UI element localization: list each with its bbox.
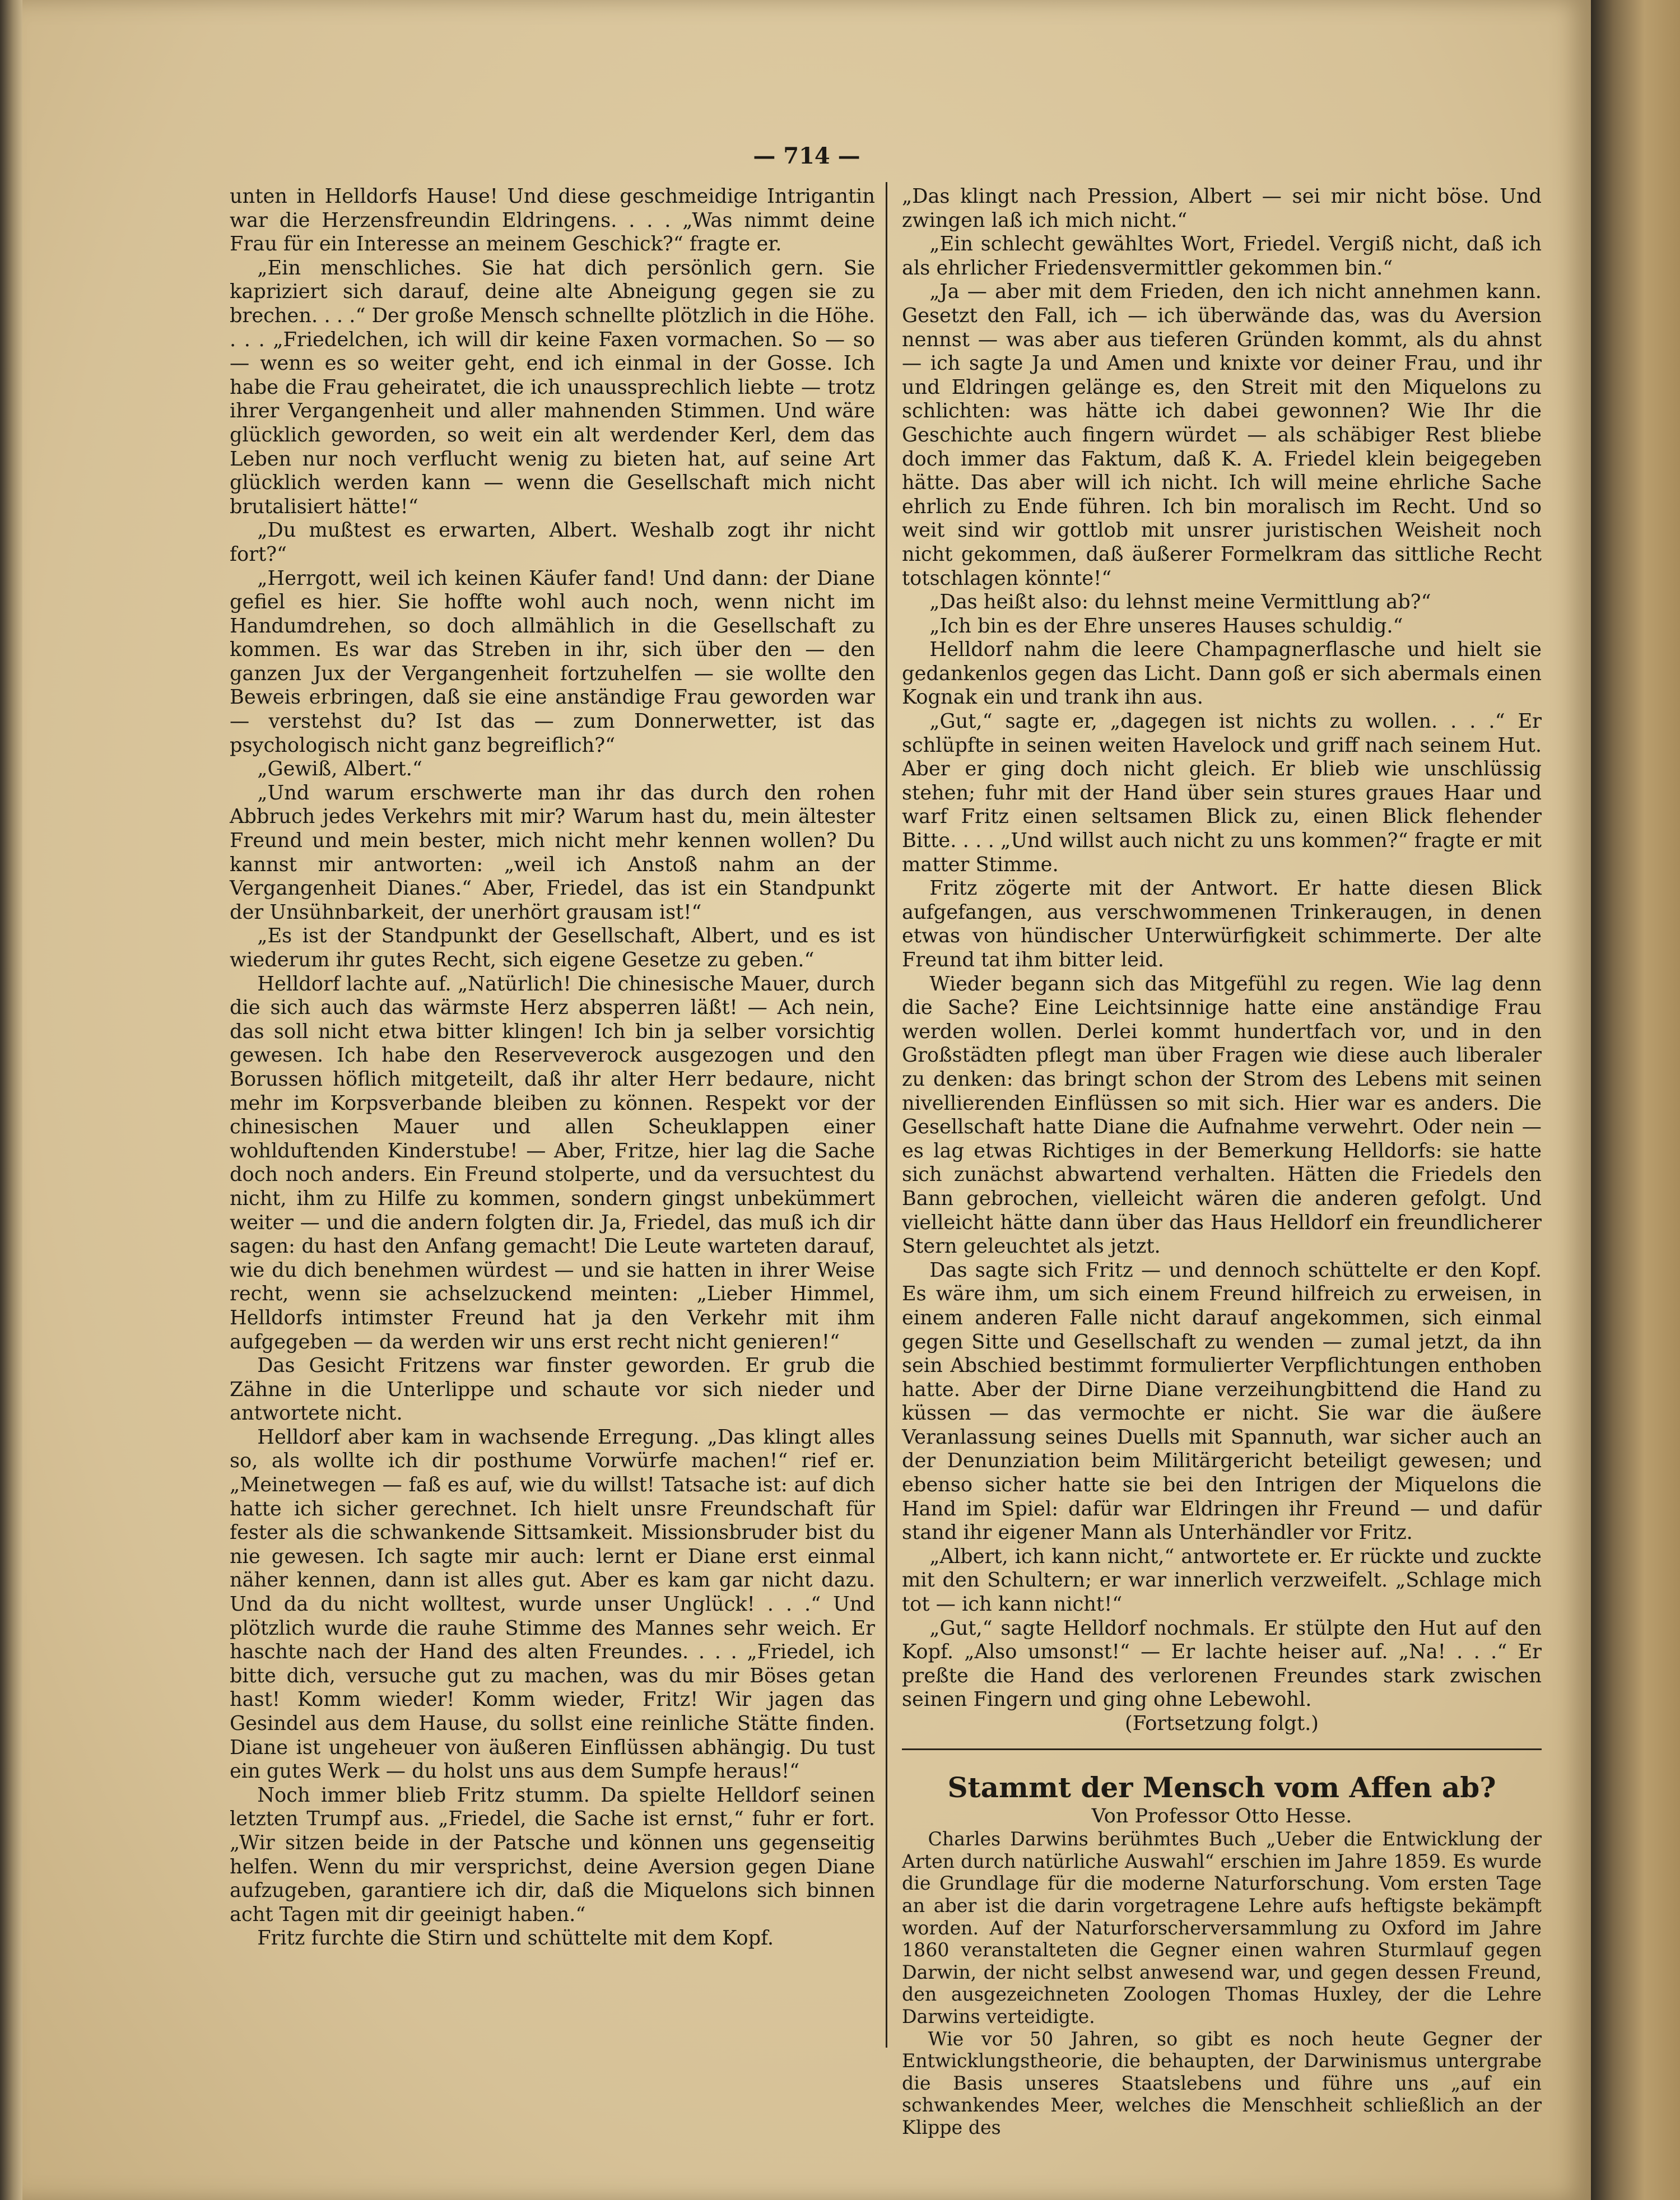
paragraph: „Und warum erschwerte man ihr das durch den rohen Abbruch jedes Verkehrs mit mir? Warum hast du, mein ältester Freund und mein bester, mich nicht mehr kennen wollen? Du kannst mir antworten: „weil ich Anstoß nahm an der Vergangenheit Dianes.“ Aber, Friedel, das ist ein Standpunkt der Unsühnbarkeit, der unerhört grausam ist!“: [230, 781, 875, 924]
next-page-edge: [1591, 0, 1680, 2200]
paragraph: Helldorf nahm die leere Champagnerflasche und hielt sie gedankenlos gegen das Licht. Dann goß er sich abermals einen Kognak ein und trank ihn aus.: [902, 638, 1542, 709]
paragraph: „Ich bin es der Ehre unseres Hauses schuldig.“: [929, 614, 1403, 638]
paragraph: Fritz furchte die Stirn und schüttelte mit dem Kopf.: [257, 1927, 774, 1950]
paragraph: „Das klingt nach Pression, Albert — sei mir nicht böse. Und zwingen laß ich mich nicht.“: [902, 185, 1542, 232]
article-body: [902, 1828, 1542, 2138]
paragraph: „Es ist der Standpunkt der Gesellschaft, Albert, und es ist wiederum ihr gutes Recht, sich eigene Gesetze zu geben.“: [230, 924, 875, 971]
article-title: Stammt der Mensch vom Affen ab?: [947, 1770, 1496, 1804]
story-left-column: [230, 185, 875, 1951]
paragraph: Wieder begann sich das Mitgefühl zu regen. Wie lag denn die Sache? Eine Leichtsinnige hatte eine anständige Frau werden wollen. Derlei kommt hundertfach vor, und in den Großstädten pflegt man über Fragen wie diese auch liberaler zu denken: das bringt schon der Strom des Lebens mit seinen nivellierenden Einflüssen so mit sich. Hier war es anders. Die Gesellschaft hatte Diane die Aufnahme verwehrt. Oder nein — es lag etwas Richtiges in der Bemerkung Helldorfs: sie hatte sich zunächst abwartend verhalten. Hätten die Friedels den Bann gebrochen, vielleicht wären die anderen gefolgt. Und vielleicht hätte dann über das Haus Helldorf ein freundlicherer Stern geleuchtet als jetzt.: [902, 972, 1542, 1258]
section-divider: [902, 1748, 1542, 1750]
paragraph: „Gut,“ sagte Helldorf nochmals. Er stülpte den Hut auf den Kopf. „Also umsonst!“ — Er lachte heiser auf. „Na! . . .“ Er preßte die Hand des verlorenen Freundes stark zwischen seinen Fingern und ging ohne Lebewohl.: [902, 1616, 1542, 1711]
paragraph: „Gewiß, Albert.“: [257, 757, 422, 781]
book-gutter-left: [0, 0, 22, 2200]
paragraph: „Du mußtest es erwarten, Albert. Weshalb zogt ihr nicht fort?“: [230, 519, 875, 566]
story-continuation-text: [902, 185, 1542, 1712]
paragraph: Charles Darwins berühmtes Buch „Ueber die Entwicklung der Arten durch natürliche Auswahl“ erschien im Jahre 1859. Es wurde die Grundlage für die moderne Naturforschung. Vom ersten Tage an aber ist die darin vorgetragene Lehre aufs heftigste bekämpft worden. Auf der Naturforscherversammlung zu Oxford im Jahre 1860 veranstalteten die Gegner einen wahren Sturmlauf gegen Darwin, der nicht selbst anwesend war, und gegen dessen Freund, den ausgezeichneten Zoologen Thomas Huxley, der die Lehre Darwins verteidigte.: [902, 1828, 1542, 2027]
paragraph: „Ein schlecht gewähltes Wort, Friedel. Vergiß nicht, daß ich als ehrlicher Friedensvermittler gekommen bin.“: [902, 232, 1542, 280]
paragraph: Wie vor 50 Jahren, so gibt es noch heute Gegner der Entwicklungstheorie, die behaupten, der Darwinismus untergrabe die Basis unseres Staatslebens und führe uns „auf ein schwankendes Meer, welches die Menschheit schließlich an der Klippe des: [902, 2027, 1542, 2138]
page: [22, 0, 1591, 2200]
paragraph: „Ja — aber mit dem Frieden, den ich nicht annehmen kann. Gesetzt den Fall, ich — ich überwände das, was du Aversion nennst — was aber aus tieferen Gründen kommt, als du ahnst — ich sagte Ja und Amen und knixte vor deiner Frau, und ihr und Eldringen gelänge es, den Streit mit den Miquelons zu schlichten: was hätte ich dabei gewonnen? Wie Ihr die Geschichte auch fingern würdet — als schäbiger Rest bliebe doch immer das Faktum, daß K. A. Friedel klein beigegeben hätte. Das aber will ich nicht. Ich will meine ehrliche Sache ehrlich zu Ende führen. Ich bin moralisch im Recht. Und so weit sind wir gottlob mit unsrer juristischen Weisheit noch nicht gekommen, daß äußerer Formelkram das sittliche Recht totschlagen könnte!“: [902, 280, 1542, 590]
paragraph: Fritz zögerte mit der Antwort. Er hatte diesen Blick aufgefangen, aus verschwommenen Trinkeraugen, in denen etwas von hündischer Unterwürfigkeit schimmerte. Der alte Freund tat ihm bitter leid.: [902, 877, 1542, 971]
column-divider: [886, 182, 887, 2048]
paragraph: Helldorf aber kam in wachsende Erregung. „Das klingt alles so, als wollte ich dir posthume Vorwürfe machen!“ rief er. „Meinetwegen — faß es auf, wie du willst! Tatsache ist: auf dich hatte ich sicher gerechnet. Ich hielt unsre Freundschaft für fester als die schwankende Sittsamkeit. Missionsbruder bist du nie gewesen. Ich sagte mir auch: lernt er Diane erst einmal näher kennen, dann ist alles gut. Aber es kam gar nicht dazu. Und da du nicht wolltest, wurde unser Unglück! . . .“ Und plötzlich wurde die rauhe Stimme des Mannes sehr weich. Er haschte nach der Hand des alten Freundes. . . . „Friedel, ich bitte dich, versuche gut zu machen, was du mir Böses getan hast! Komm wieder! Komm wieder, Fritz! Wir jagen das Gesindel aus dem Hause, du sollst eine reinliche Stätte finden. Diane ist ungeheuer von äußeren Einflüssen abhängig. Du tust ein gutes Werk — du holst uns aus dem Sumpfe heraus!“: [230, 1425, 875, 1783]
story-right-column: [902, 185, 1542, 2139]
paragraph: „Albert, ich kann nicht,“ antwortete er. Er rückte und zuckte mit den Schultern; er war innerlich verzweifelt. „Schlage mich tot — ich kann nicht!“: [902, 1545, 1542, 1616]
continuation-note: (Fortsetzung folgt.): [1125, 1712, 1319, 1735]
paragraph: Helldorf lachte auf. „Natürlich! Die chinesische Mauer, durch die sich auch das wärmste Herz absperren läßt! — Ach nein, das soll nicht etwa bitter klingen! Ich bin ja selber vorsichtig gewesen. Ich habe den Reserveverock ausgezogen und den Borussen höflich mitgeteilt, daß ihr alter Herr bedaure, nicht mehr im Korpsverbande bleiben zu können. Respekt vor der chinesischen Mauer und allen Scheuklappen einer wohlduftenden Kinderstube! — Aber, Fritze, hier lag die Sache doch noch anders. Ein Freund stolperte, und da versuchtest du nicht, ihm zu Hilfe zu kommen, sondern gingst unbekümmert weiter — und die andern folgten dir. Ja, Friedel, das muß ich dir sagen: du hast den Anfang gemacht! Die Leute warteten darauf, wie du dich benehmen würdest — und sie hatten in ihrer Weise recht, wenn sie achselzuckend meinten: „Lieber Himmel, Helldorfs intimster Freund hat ja den Verkehr mit ihm aufgegeben — da werden wir uns erst recht nicht genieren!“: [230, 972, 875, 1354]
page-number: — 714 —: [753, 143, 860, 169]
paragraph: Das sagte sich Fritz — und dennoch schüttelte er den Kopf. Es wäre ihm, um sich einem Freund hilfreich zu erweisen, in einem anderen Falle nicht darauf angekommen, sich einmal gegen Sitte und Gesellschaft zu wenden — zumal jetzt, da ihn sein Abschied bestimmt formulierter Verpflichtungen enthoben hatte. Aber der Dirne Diane verzeihungbittend die Hand zu küssen — das vermochte er nicht. Sie war die äußere Veranlassung seines Duells mit Spannuth, war sicher auch an der Denunziation beim Militärgericht beteiligt gewesen; und ebenso sicher hatte sie bei den Intrigen der Miquelons die Hand im Spiel: dafür war Eldringen ihr Freund — und dafür stand ihr eigener Mann als Unterhändler vor Fritz.: [902, 1258, 1542, 1545]
paragraph: unten in Helldorfs Hause! Und diese geschmeidige Intrigantin war die Herzensfreundin Eldringens. . . . „Was nimmt deine Frau für ein Interesse an meinem Geschick?“ fragte er.: [230, 185, 875, 256]
paragraph: Das Gesicht Fritzens war finster geworden. Er grub die Zähne in die Unterlippe und schaute vor sich nieder und antwortete nicht.: [230, 1354, 875, 1425]
paragraph: „Ein menschliches. Sie hat dich persönlich gern. Sie kapriziert sich darauf, deine alte Abneigung gegen sie zu brechen. . . .“ Der große Mensch schnellte plötzlich in die Höhe. . . . „Friedelchen, ich will dir keine Faxen vormachen. So — so — wenn es so weiter geht, end ich einmal in der Gosse. Ich habe die Frau geheiratet, die ich unaussprechlich liebte — trotz ihrer Vergangenheit und aller mahnenden Stimmen. Und wäre glücklich geworden, so weit ein alt werdender Kerl, dem das Leben nur noch verflucht wenig zu bieten hat, auf seine Art glücklich werden kann — wenn die Gesellschaft mich nicht brutalisiert hätte!“: [230, 256, 875, 518]
paragraph: „Gut,“ sagte er, „dagegen ist nichts zu wollen. . . .“ Er schlüpfte in seinen weiten Havelock und griff nach seinem Hut. Aber er ging doch nicht gleich. Er blieb wie unschlüssig stehen; fuhr mit der Hand über sein stures graues Haar und warf Fritz einen seltsamen Blick zu, einen Blick flehender Bitte. . . . „Und willst auch nicht zu uns kommen?“ fragte er mit matter Stimme.: [902, 710, 1542, 876]
paragraph: „Herrgott, weil ich keinen Käufer fand! Und dann: der Diane gefiel es hier. Sie hoffte wohl auch noch, wenn nicht im Handumdrehen, so doch allmählich in die Gesellschaft zu kommen. Es war das Streben in ihr, sich über den — den ganzen Jux der Vergangenheit fortzuhelfen — sie wollte den Beweis erbringen, daß sie eine anständige Frau geworden war — verstehst du? Ist das — zum Donnerwetter, ist das psychologisch nicht ganz begreiflich?“: [230, 566, 875, 757]
paragraph: „Das heißt also: du lehnst meine Vermittlung ab?“: [929, 590, 1431, 614]
paragraph: Noch immer blieb Fritz stumm. Da spielte Helldorf seinen letzten Trumpf aus. „Friedel, die Sache ist ernst,“ fuhr er fort. „Wir sitzen beide in der Patsche und können uns gegenseitig helfen. Wenn du mir versprichst, deine Aversion gegen Diane aufzugeben, garantiere ich dir, daß die Miquelons sich binnen acht Tagen mit dir geeinigt haben.“: [230, 1783, 875, 1926]
article-byline: Von Professor Otto Hesse.: [1091, 1804, 1352, 1827]
